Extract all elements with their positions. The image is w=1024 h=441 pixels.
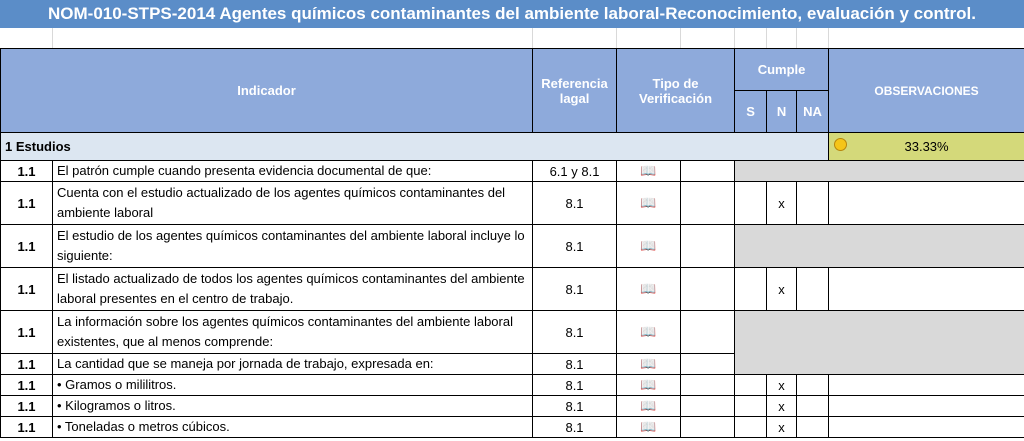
- row-description: • Kilogramos o litros.: [53, 396, 533, 417]
- grey-cell: [735, 161, 1024, 182]
- row-number: 1.1: [1, 268, 53, 311]
- row-reference: 6.1 y 8.1: [533, 161, 617, 182]
- cumple-na-cell[interactable]: [797, 396, 829, 417]
- row-reference: 8.1: [533, 182, 617, 225]
- table-row: [1, 396, 1024, 417]
- table-row: [1, 225, 1024, 268]
- row-extra-cell: [681, 161, 735, 182]
- row-reference: 8.1: [533, 354, 617, 375]
- header-n: N: [767, 91, 797, 133]
- section-score: [829, 133, 1024, 161]
- row-number: 1.1: [1, 311, 53, 354]
- cumple-na-cell[interactable]: [797, 417, 829, 438]
- row-reference: 8.1: [533, 268, 617, 311]
- section-label: 1 Estudios: [1, 133, 829, 161]
- row-extra-cell: [681, 311, 735, 354]
- cumple-na-cell[interactable]: [797, 182, 829, 225]
- row-extra-cell: [681, 375, 735, 396]
- grey-cell: [735, 311, 1024, 375]
- header-tipo-verificacion: Tipo de Verificación: [617, 49, 735, 133]
- book-icon[interactable]: 📖: [617, 417, 681, 438]
- book-icon[interactable]: 📖: [617, 268, 681, 311]
- row-description: El estudio de los agentes químicos contaminantes del ambiente laboral incluye lo siguiente:: [53, 225, 533, 268]
- cumple-n-cell[interactable]: x: [767, 182, 797, 225]
- row-number: 1.1: [1, 396, 53, 417]
- cumple-na-cell[interactable]: [797, 268, 829, 311]
- row-description: El patrón cumple cuando presenta evidencia documental de que:: [53, 161, 533, 182]
- row-number: 1.1: [1, 225, 53, 268]
- book-icon[interactable]: 📖: [617, 375, 681, 396]
- header-observaciones: OBSERVACIONES: [829, 49, 1024, 133]
- book-icon[interactable]: 📖: [617, 354, 681, 375]
- header-s: S: [735, 91, 767, 133]
- status-dot-icon: [834, 138, 847, 151]
- cumple-n-cell[interactable]: x: [767, 417, 797, 438]
- row-reference: 8.1: [533, 311, 617, 354]
- row-extra-cell: [681, 396, 735, 417]
- empty-grid-row: [0, 28, 1024, 48]
- book-icon[interactable]: 📖: [617, 161, 681, 182]
- checklist-table: [0, 48, 1024, 438]
- row-number: 1.1: [1, 161, 53, 182]
- table-row: [1, 375, 1024, 396]
- book-icon[interactable]: 📖: [617, 311, 681, 354]
- sheet-title: NOM-010-STPS-2014 Agentes químicos contaminantes del ambiente laboral-Reconocimiento, evaluación y control.: [0, 0, 1024, 28]
- row-number: 1.1: [1, 417, 53, 438]
- cumple-s-cell[interactable]: [735, 396, 767, 417]
- row-description: Cuenta con el estudio actualizado de los agentes químicos contaminantes del ambiente laboral: [53, 182, 533, 225]
- observation-cell[interactable]: [829, 268, 1024, 311]
- header-na: NA: [797, 91, 829, 133]
- row-description: El listado actualizado de todos los agentes químicos contaminantes del ambiente laboral presentes en el centro de trabajo.: [53, 268, 533, 311]
- score-value: 33.33%: [904, 139, 949, 154]
- row-description: • Toneladas o metros cúbicos.: [53, 417, 533, 438]
- book-icon[interactable]: 📖: [617, 182, 681, 225]
- observation-cell[interactable]: [829, 396, 1024, 417]
- row-reference: 8.1: [533, 375, 617, 396]
- row-number: 1.1: [1, 354, 53, 375]
- grey-cell: [735, 225, 1024, 268]
- row-description: La información sobre los agentes químicos contaminantes del ambiente laboral existentes, que al menos comprende:: [53, 311, 533, 354]
- observation-cell[interactable]: [829, 182, 1024, 225]
- row-number: 1.1: [1, 375, 53, 396]
- row-reference: 8.1: [533, 417, 617, 438]
- observation-cell[interactable]: [829, 417, 1024, 438]
- row-extra-cell: [681, 225, 735, 268]
- table-row: [1, 182, 1024, 225]
- table-row: [1, 268, 1024, 311]
- book-icon[interactable]: 📖: [617, 396, 681, 417]
- book-icon[interactable]: 📖: [617, 225, 681, 268]
- cumple-na-cell[interactable]: [797, 375, 829, 396]
- row-extra-cell: [681, 417, 735, 438]
- section-row: [1, 133, 1024, 161]
- row-description: • Gramos o mililitros.: [53, 375, 533, 396]
- table-row: [1, 311, 1024, 354]
- header-referencia: Referencia lagal: [533, 49, 617, 133]
- cumple-n-cell[interactable]: x: [767, 396, 797, 417]
- table-row: [1, 417, 1024, 438]
- observation-cell[interactable]: [829, 375, 1024, 396]
- header-cumple: Cumple: [735, 49, 829, 91]
- header-indicador: Indicador: [1, 49, 533, 133]
- row-reference: 8.1: [533, 396, 617, 417]
- cumple-s-cell[interactable]: [735, 268, 767, 311]
- cumple-s-cell[interactable]: [735, 417, 767, 438]
- cumple-s-cell[interactable]: [735, 375, 767, 396]
- row-description: La cantidad que se maneja por jornada de trabajo, expresada en:: [53, 354, 533, 375]
- cumple-n-cell[interactable]: x: [767, 268, 797, 311]
- row-extra-cell: [681, 354, 735, 375]
- row-extra-cell: [681, 182, 735, 225]
- row-number: 1.1: [1, 182, 53, 225]
- row-reference: 8.1: [533, 225, 617, 268]
- cumple-s-cell[interactable]: [735, 182, 767, 225]
- row-extra-cell: [681, 268, 735, 311]
- cumple-n-cell[interactable]: x: [767, 375, 797, 396]
- table-row: [1, 161, 1024, 182]
